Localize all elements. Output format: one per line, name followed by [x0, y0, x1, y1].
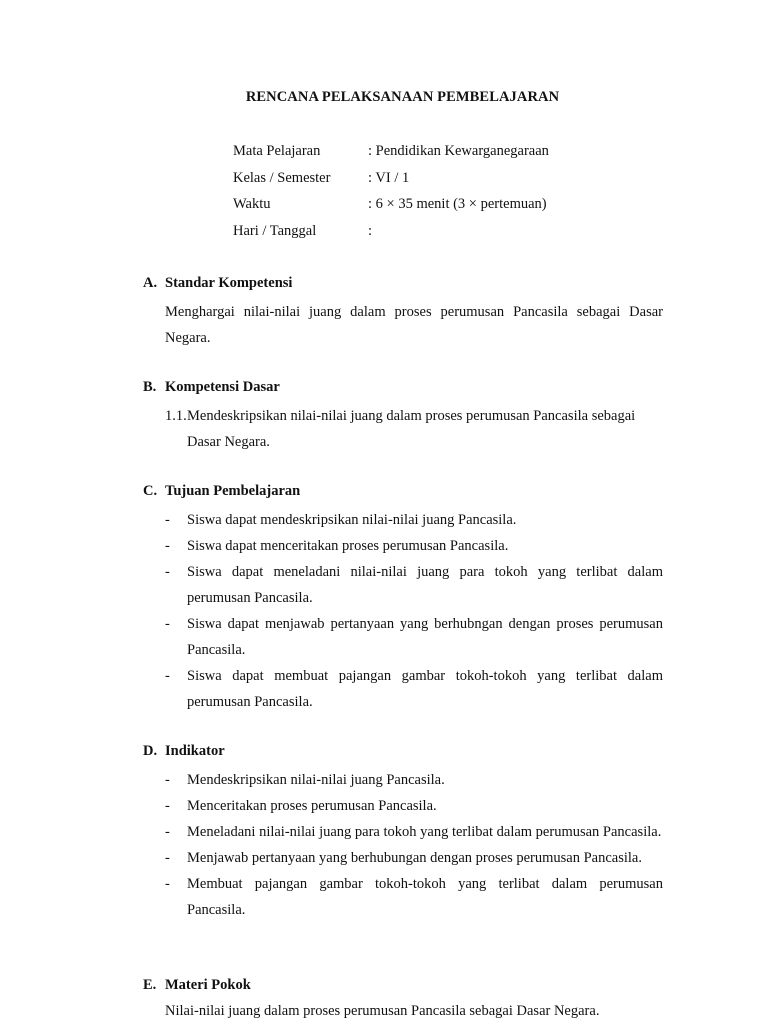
list-item-text: Membuat pajangan gambar tokoh-tokoh yang terlibat dalam perumusan Pancasila. — [187, 876, 663, 918]
list-item — [165, 611, 663, 663]
list-item-text: Menceritakan proses perumusan Pancasila. — [187, 798, 437, 814]
meta-label: Kelas / Semester — [233, 169, 331, 186]
list-item-text: Siswa dapat menceritakan proses perumusan Pancasila. — [187, 538, 509, 554]
dash-bullet: - — [165, 668, 170, 684]
section-tujuan-pembelajaran — [143, 481, 663, 715]
list-item — [165, 507, 663, 533]
meta-row — [233, 141, 549, 168]
section-heading — [143, 273, 663, 299]
meta-row — [233, 194, 549, 221]
indikator-list — [165, 767, 663, 923]
list-item — [165, 793, 663, 819]
meta-value: : — [368, 222, 373, 239]
section-heading — [143, 377, 663, 403]
section-letter: A. — [143, 275, 158, 291]
list-item-text: Menjawab pertanyaan yang berhubungan dengan proses perumusan Pancasila. — [187, 850, 642, 866]
meta-row — [233, 168, 549, 195]
dash-bullet: - — [165, 798, 170, 814]
section-heading — [143, 481, 663, 507]
section-letter: D. — [143, 743, 158, 759]
dash-bullet: - — [165, 850, 170, 866]
dash-bullet: - — [165, 616, 170, 632]
list-item-text: Siswa dapat membuat pajangan gambar tokoh-tokoh yang terlibat dalam perumusan Pancasila. — [187, 668, 663, 710]
list-item — [165, 871, 663, 923]
meta-value: : VI / 1 — [368, 169, 410, 186]
document-title: RENCANA PELAKSANAAN PEMBELAJARAN — [245, 89, 560, 105]
list-item — [165, 663, 663, 715]
meta-table — [233, 141, 549, 247]
dash-bullet: - — [165, 538, 170, 554]
section-paragraph: Nilai-nilai juang dalam proses perumusan Pancasila sebagai Dasar Negara. — [165, 1003, 600, 1019]
meta-label: Hari / Tanggal — [233, 222, 317, 239]
section-letter: E. — [143, 977, 157, 993]
dash-bullet: - — [165, 564, 170, 580]
section-paragraph: Menghargai nilai-nilai juang dalam proses perumusan Pancasila sebagai Dasar Negara. — [165, 304, 663, 346]
list-item — [165, 533, 663, 559]
item-text: Mendeskripsikan nilai-nilai juang dalam proses perumusan Pancasila sebagai — [187, 408, 636, 424]
section-title: Kompetensi Dasar — [165, 379, 280, 395]
tujuan-list — [165, 507, 663, 715]
kompetensi-dasar-item — [165, 403, 663, 455]
list-item-text: Siswa dapat meneladani nilai-nilai juang para tokoh yang terlibat dalam perumusan Pancasila. — [187, 564, 663, 606]
list-item — [165, 559, 663, 611]
list-item — [165, 767, 663, 793]
meta-row — [233, 221, 549, 248]
list-item-text: Mendeskripsikan nilai-nilai juang Pancasila. — [187, 772, 445, 788]
section-title: Tujuan Pembelajaran — [165, 483, 301, 499]
item-number: 1.1. — [165, 408, 187, 424]
list-item-text: Meneladani nilai-nilai juang para tokoh yang terlibat dalam perumusan Pancasila. — [187, 824, 662, 840]
section-letter: B. — [143, 379, 157, 395]
meta-value: : Pendidikan Kewarganegaraan — [368, 143, 549, 159]
meta-value: : 6 × 35 menit (3 × pertemuan) — [368, 196, 547, 212]
section-heading — [143, 975, 663, 1001]
dash-bullet: - — [165, 824, 170, 840]
section-title: Materi Pokok — [165, 977, 251, 993]
list-item-text: Siswa dapat mendeskripsikan nilai-nilai juang Pancasila. — [187, 512, 517, 528]
list-item — [165, 819, 663, 845]
section-indikator — [143, 741, 663, 923]
dash-bullet: - — [165, 512, 170, 528]
list-item-text: Siswa dapat menjawab pertanyaan yang berhubngan dengan proses perumusan Pancasila. — [187, 616, 663, 658]
section-letter: C. — [143, 483, 158, 499]
meta-label: Mata Pelajaran — [233, 143, 321, 159]
meta-label: Waktu — [233, 196, 271, 212]
section-heading — [143, 741, 663, 767]
section-title: Standar Kompetensi — [165, 275, 293, 291]
dash-bullet: - — [165, 772, 170, 788]
list-item — [165, 845, 663, 871]
section-title: Indikator — [165, 743, 225, 759]
dash-bullet: - — [165, 876, 170, 892]
item-text-continued: Dasar Negara. — [187, 434, 270, 450]
section-kompetensi-dasar — [143, 377, 663, 455]
section-standar-kompetensi — [143, 273, 663, 366]
section-materi-pokok — [143, 975, 663, 1036]
